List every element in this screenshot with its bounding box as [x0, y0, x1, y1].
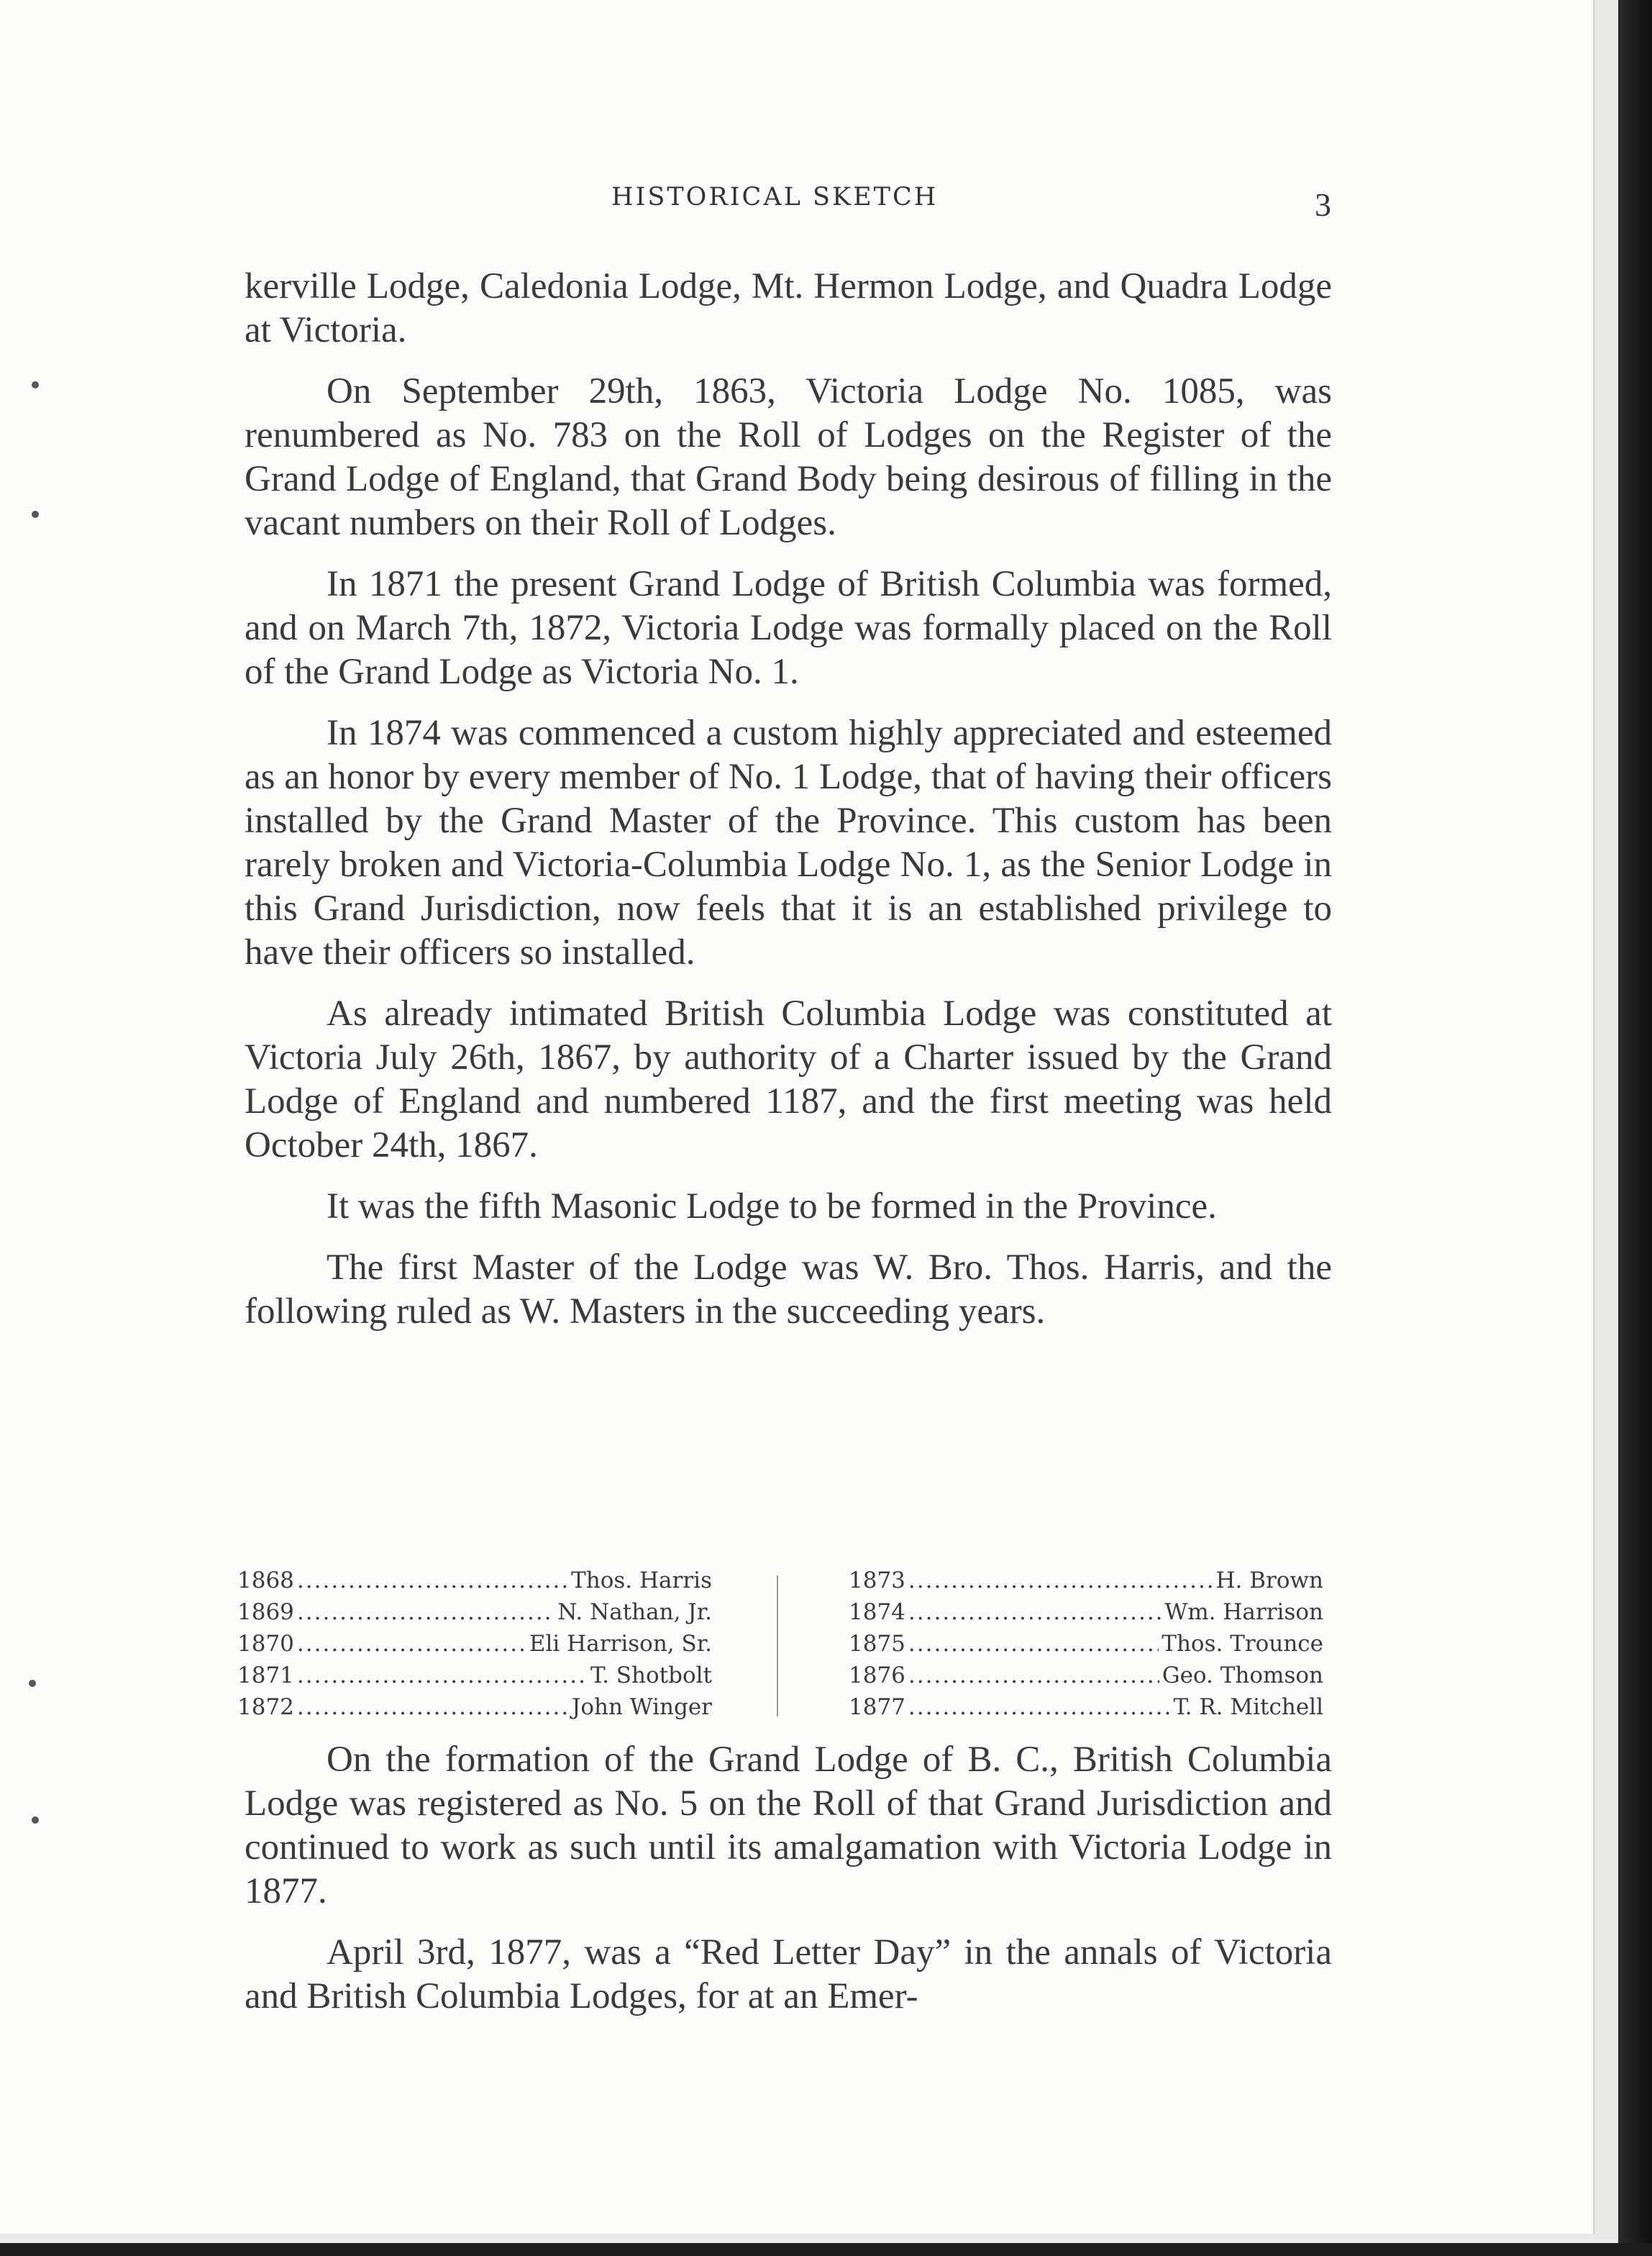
list-item: 1868 ..... Thos. Harris	[237, 1565, 712, 1596]
paragraph: In 1874 was commenced a custom highly appreciated and esteemed as an honor by every member of No. 1 Lodge, that of having their officers installed by the Grand Master of the Province. This custom has been rarely broken and Victoria-Columbia Lodge No. 1, as the Senior Lodge in this Grand Jurisdiction, now feels that it is an established privilege to have their officers so installed.	[245, 713, 1332, 973]
paragraph: In 1871 the present Grand Lodge of British Columbia was formed, and on March 7th, 1872, Victoria Lodge was formally placed on the Roll of the Grand Lodge as Victoria No. 1.	[245, 564, 1332, 692]
list-item: 1871 ..... T. Shotbolt	[237, 1660, 712, 1691]
body-text-bottom	[245, 1738, 1332, 2036]
list-item: 1875 ..... Thos. Trounce	[849, 1628, 1323, 1660]
paragraph: April 3rd, 1877, was a “Red Letter Day” in the annals of Victoria and British Columbia Lodges, for at an Emer-	[245, 1932, 1332, 2016]
page-number: 3	[1315, 186, 1331, 223]
body-text-top	[245, 265, 1332, 1351]
book-spine-edge	[1618, 0, 1652, 2256]
list-item: 1873 ..... H. Brown	[849, 1565, 1323, 1596]
list-item: 1872 ..... John Winger	[237, 1691, 712, 1723]
paragraph: On the formation of the Grand Lodge of B. C., British Columbia Lodge was registered as No. 5 on the Roll of that Grand Jurisdiction and continued to work as such until its amalgamation with Victoria Lodge in 1877.	[245, 1739, 1332, 1911]
paragraph: On September 29th, 1863, Victoria Lodge No. 1085, was renumbered as No. 783 on the Roll of Lodges on the Register of the Grand Lodge of England, that Grand Body being desirous of filling in the vacant numbers on their Roll of Lodges.	[245, 371, 1332, 543]
column-divider	[777, 1575, 778, 1716]
margin-mark	[32, 1816, 39, 1824]
list-item: 1877 ..... T. R. Mitchell	[849, 1691, 1323, 1723]
margin-mark	[29, 1680, 36, 1687]
scan-bottom-edge	[0, 2243, 1652, 2256]
paragraph: The first Master of the Lodge was W. Bro. Thos. Harris, and the following ruled as W. Masters in the succeeding years.	[245, 1247, 1332, 1332]
paragraph: It was the fifth Masonic Lodge to be formed in the Province.	[327, 1186, 1217, 1227]
masters-list-left	[237, 1565, 712, 1723]
list-item: 1870 ..... Eli Harrison, Sr.	[237, 1628, 712, 1660]
paragraph: kerville Lodge, Caledonia Lodge, Mt. Hermon Lodge, and Quadra Lodge at Victoria.	[245, 266, 1332, 350]
running-header: HISTORICAL SKETCH	[611, 183, 939, 212]
margin-mark	[32, 511, 39, 518]
list-item: 1876 ..... Geo. Thomson	[849, 1660, 1323, 1691]
list-item: 1869 ..... N. Nathan, Jr.	[237, 1596, 712, 1628]
margin-mark	[32, 381, 39, 388]
list-item: 1874 ..... Wm. Harrison	[849, 1596, 1323, 1628]
masters-list-right	[849, 1565, 1323, 1723]
paragraph: As already intimated British Columbia Lodge was constituted at Victoria July 26th, 1867, by authority of a Charter issued by the Grand Lodge of England and numbered 1187, and the first meeting was held October 24th, 1867.	[245, 993, 1332, 1165]
